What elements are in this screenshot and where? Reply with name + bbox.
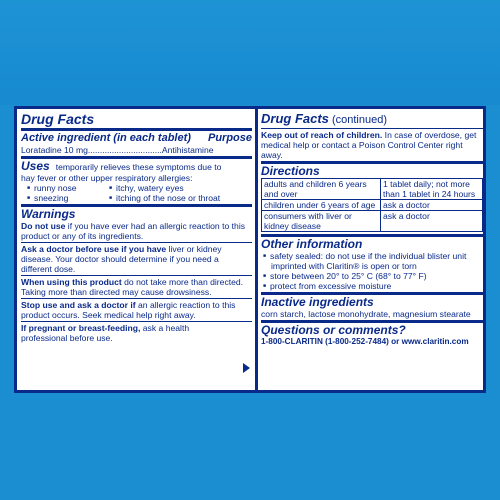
rule <box>21 128 252 131</box>
directions-table <box>261 178 483 232</box>
uses-text: temporarily relieves these symptoms due to <box>55 162 222 172</box>
warning-pregnant: If pregnant or breast-feeding, ask a health professional before use. <box>21 323 190 343</box>
active-ingredient-heading: Active ingredient (in each tablet) <box>21 132 191 144</box>
warning-when-using: When using this product do not take more than directed. Taking more than directed may cause drowsiness. <box>21 277 244 297</box>
inactive-ingredients-text: corn starch, lactose monohydrate, magnesium stearate <box>261 309 471 319</box>
other-information-heading: Other information <box>261 237 363 251</box>
directions-heading: Directions <box>261 164 320 178</box>
warning-do-not-use: Do not use if you have ever had an allergic reaction to this product or any of its ingredients. <box>21 221 246 241</box>
active-ingredient-line: Loratadine 10 mg...............................Antihistamine <box>21 145 214 155</box>
warning-stop-use: Stop use and ask a doctor if an allergic reaction to this product occurs. Seek medical help right away. <box>21 300 236 320</box>
drug-facts-continued-title: Drug Facts (continued) <box>261 111 387 126</box>
symptom-item: ■ itching of the nose or throat <box>109 193 249 203</box>
uses-text-2: hay fever or other upper respiratory allergies: <box>21 173 193 183</box>
inactive-ingredients-heading: Inactive ingredients <box>261 295 374 309</box>
questions-text: 1-800-CLARITIN (1-800-252-7484) or www.claritin.com <box>261 337 469 346</box>
drug-facts-panel <box>14 106 486 393</box>
left-column <box>21 112 252 387</box>
other-info-item: ■ safety sealed: do not use if the individual blister unit imprinted with Claritin® is open or torn <box>261 251 483 271</box>
rule <box>21 242 252 243</box>
table-row: adults and children 6 years and over 1 tablet daily; not more than 1 tablet in 24 hours <box>262 179 483 200</box>
warning-ask-doctor: Ask a doctor before use if you have liver or kidney disease. Your doctor should determine if you need a different dose. <box>21 244 222 274</box>
rule <box>21 298 252 299</box>
uses-section <box>21 160 252 203</box>
table-row: children under 6 years of age ask a doctor <box>262 200 483 211</box>
warnings-heading: Warnings <box>21 207 76 221</box>
keep-out-of-reach: Keep out of reach of children. In case of overdose, get medical help or contact a Poison Control Center right away. <box>261 130 477 160</box>
purpose-heading: Purpose <box>207 132 252 144</box>
symptoms-list <box>21 183 252 203</box>
symptom-item: ■ runny nose <box>21 183 109 193</box>
right-column <box>261 112 483 387</box>
drug-facts-title: Drug Facts <box>21 111 95 127</box>
questions-heading: Questions or comments? <box>261 323 406 337</box>
symptom-item: ■ itchy, watery eyes <box>109 183 249 193</box>
rule <box>21 321 252 322</box>
other-info-item: ■ protect from excessive moisture <box>261 281 483 291</box>
background-top <box>0 0 500 105</box>
rule <box>21 156 252 159</box>
rule <box>21 275 252 276</box>
symptom-item: ■ sneezing <box>21 193 109 203</box>
column-divider <box>255 109 258 390</box>
uses-heading: Uses <box>21 159 50 173</box>
table-row: consumers with liver or kidney disease ask a doctor <box>262 211 483 232</box>
other-info-item: ■ store between 20° to 25° C (68° to 77° F) <box>261 271 483 281</box>
rule <box>261 128 483 129</box>
